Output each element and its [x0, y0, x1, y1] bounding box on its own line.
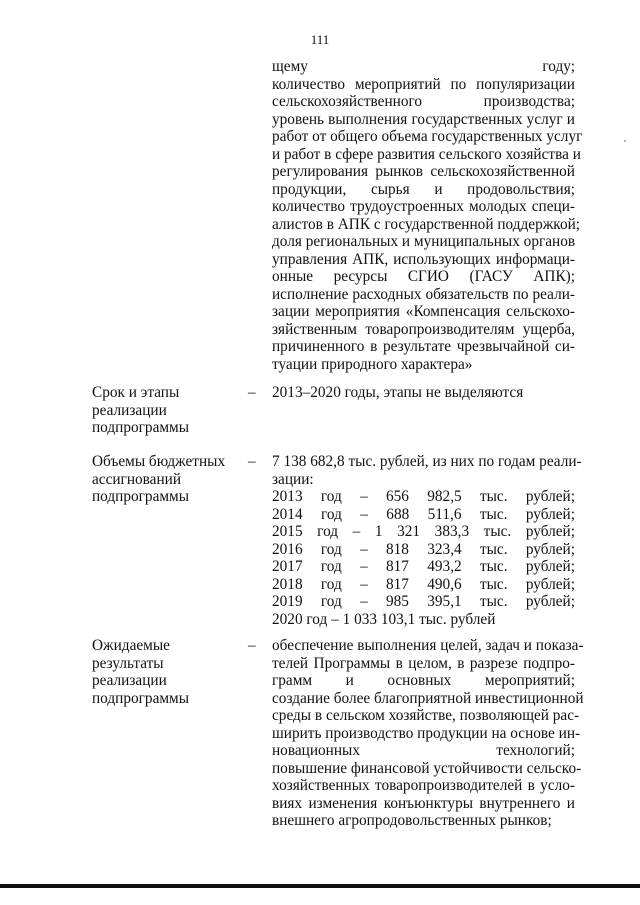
- row-value-line: обеспечение выполнения целей, задач и показа-: [272, 637, 584, 654]
- row-value-line: виях изменения конъюнктуры внутреннего и: [272, 794, 575, 812]
- row-value-term: [272, 384, 575, 402]
- intro-line: продукции, сырья и продовольствия;: [272, 180, 575, 198]
- row-label-line: результаты: [92, 654, 164, 672]
- intro-line: причиненного в результате чрезвычайной си-: [272, 338, 575, 355]
- intro-text-block: [272, 58, 583, 373]
- row-value-line: 2014 год – 688 511,6 тыс. рублей;: [272, 505, 575, 523]
- row-value-line: 2016 год – 818 323,4 тыс. рублей;: [272, 540, 575, 558]
- intro-line: сельскохозяйственного производства;: [272, 93, 575, 110]
- intro-line: туации природного характера»: [272, 355, 473, 373]
- row-label-line: реализации: [92, 401, 167, 419]
- row-label-line: ассигнований: [92, 470, 182, 488]
- row-label-term: [92, 384, 242, 437]
- row-value-line: новационных технологий;: [272, 742, 575, 759]
- intro-line: алистов в АПК с государственной поддержкой;: [272, 215, 581, 233]
- row-label-results: [92, 637, 242, 707]
- intro-line: зяйственным товаропроизводителям ущерба,: [272, 320, 575, 338]
- intro-line: работ от общего объема государственных услуг: [272, 128, 583, 145]
- row-value-results: [272, 637, 584, 830]
- row-value-line: зации:: [272, 470, 314, 488]
- row-value-line: 2015 год – 1 321 383,3 тыс. рублей;: [272, 523, 575, 540]
- row-label-budget: [92, 453, 242, 506]
- row-value-line: повышение финансовой устойчивости сельско-: [272, 759, 582, 777]
- row-label-line: реализации: [92, 672, 167, 689]
- row-label-line: Объемы бюджетных: [92, 453, 226, 470]
- intro-line: количество трудоустроенных молодых специ-: [272, 198, 575, 215]
- row-value-line: 2018 год – 817 490,6 тыс. рублей;: [272, 575, 575, 593]
- row-value-line: 2020 год – 1 033 103,1 тыс. рублей: [272, 610, 496, 628]
- intro-line: онные ресурсы СГИО (ГАСУ АПК);: [272, 268, 575, 285]
- intro-line: зации мероприятия «Компенсация сельскохо-: [272, 303, 575, 320]
- row-dash-budget: –: [248, 453, 256, 470]
- intro-line: исполнение расходных обязательств по реали-: [272, 285, 575, 303]
- row-value-line: внешнего агропродовольственных рынков;: [272, 812, 552, 829]
- row-label-line: подпрограммы: [92, 419, 190, 436]
- row-value-line: 7 138 682,8 тыс. рублей, из них по годам реали-: [272, 453, 582, 470]
- row-value-line: создание более благоприятной инвестиционной: [272, 689, 584, 707]
- row-label-line: подпрограммы: [92, 488, 190, 505]
- row-value-line: ширить производство продукции на основе ин-: [272, 724, 581, 742]
- row-value-line: 2019 год – 985 395,1 тыс. рублей;: [272, 593, 575, 610]
- row-label-line: Срок и этапы: [92, 384, 180, 401]
- scan-speck: [624, 140, 626, 142]
- intro-line: регулирования рынков сельскохозяйственной: [272, 163, 575, 180]
- intro-line: количество мероприятий по популяризации: [272, 75, 575, 93]
- row-value-line: телей Программы в целом, в разрезе подпро-: [272, 654, 575, 672]
- row-value-line: 2017 год – 817 493,2 тыс. рублей;: [272, 558, 575, 575]
- page-number: 111: [310, 32, 330, 47]
- intro-line: щему году;: [272, 58, 575, 75]
- intro-line: уровень выполнения государственных услуг и: [272, 110, 575, 128]
- row-label-line: подпрограммы: [92, 689, 190, 707]
- intro-line: и работ в сфере развития сельского хозяйства и: [272, 145, 581, 163]
- row-value-line: хозяйственных товаропроизводителей в усло-: [272, 777, 575, 794]
- row-value-line: 2013–2020 годы, этапы не выделяются: [272, 384, 524, 401]
- row-label-line: Ожидаемые: [92, 637, 170, 654]
- bottom-rule: [0, 884, 640, 888]
- row-dash-term: –: [248, 384, 256, 401]
- intro-line: управления АПК, использующих информаци-: [272, 250, 575, 268]
- row-value-line: грамм и основных мероприятий;: [272, 672, 575, 689]
- intro-line: доля региональных и муниципальных органов: [272, 233, 576, 250]
- row-value-budget: [272, 453, 582, 628]
- row-value-line: среды в сельском хозяйстве, позволяющей рас-: [272, 707, 580, 724]
- row-value-line: 2013 год – 656 982,5 тыс. рублей;: [272, 488, 575, 505]
- row-dash-results: –: [248, 637, 256, 654]
